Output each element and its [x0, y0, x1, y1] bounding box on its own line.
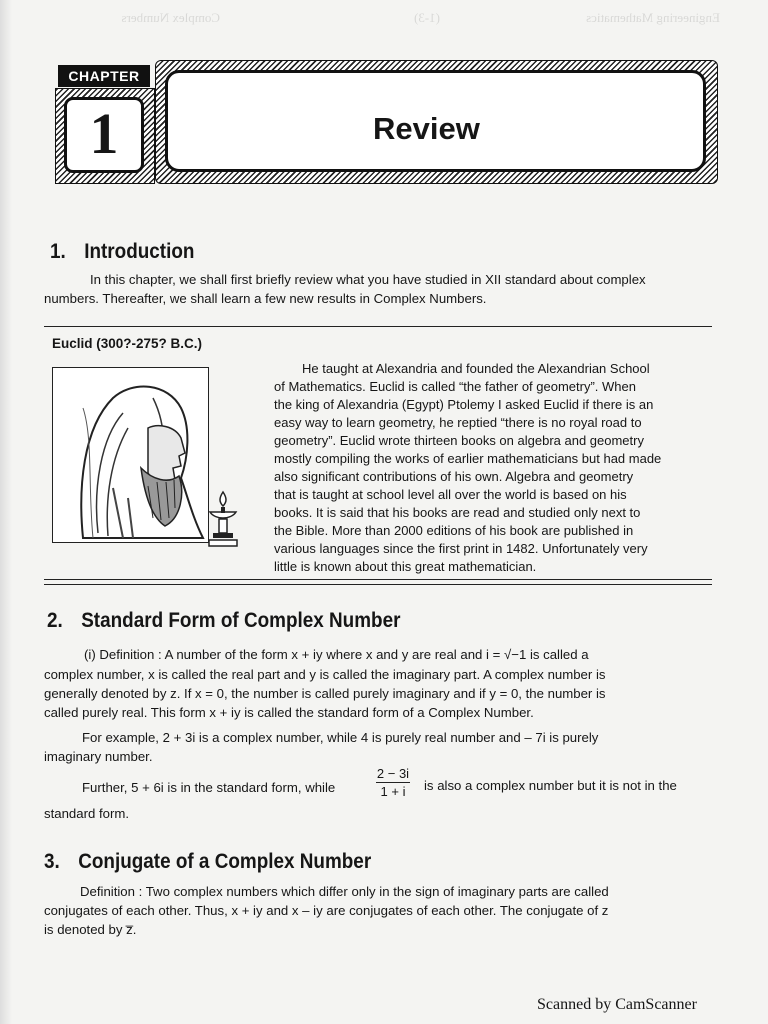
chapter-number: 1 — [64, 97, 144, 173]
section-1-line: In this chapter, we shall first briefly review what you have studied in XII standard about complex — [90, 272, 646, 287]
scanner-watermark: Scanned by CamScanner — [537, 996, 697, 1013]
bio-line: books. It is said that his books are read and studied only next to — [274, 505, 641, 520]
bio-bottom-rule — [44, 584, 712, 585]
chapter-title: Review — [373, 111, 480, 146]
section-3-line: is denoted by z̅. — [44, 922, 137, 937]
chapter-number-frame — [55, 88, 155, 184]
section-1-heading: 1. Introduction — [50, 240, 195, 263]
section-2-line: For example, 2 + 3i is a complex number, while 4 is purely real number and – 7i is purely — [82, 730, 599, 745]
euclid-portrait-icon — [52, 367, 209, 543]
scan-edge-shadow — [0, 0, 12, 1024]
section-2-heading: 2. Standard Form of Complex Number — [47, 609, 401, 632]
section-3-line: Definition : Two complex numbers which differ only in the sign of imaginary parts are called — [80, 884, 609, 899]
bio-line: little is known about this great mathematician. — [274, 559, 537, 574]
fraction-expression: $\frac{2 - 3i}{1 + i}$ — [376, 766, 410, 799]
bio-line: also significant contributions of his own. Algebra and geometry — [274, 469, 634, 484]
bio-line: of Mathematics. Euclid is called “the father of geometry”. When — [274, 379, 636, 394]
bio-top-rule — [44, 326, 712, 327]
bio-line: that is taught at school level all over the world is based on his — [274, 487, 627, 502]
section-2-line: complex number, x is called the real part and y is called the imaginary part. A complex number is — [44, 667, 606, 682]
section-3-line: conjugates of each other. Thus, x + iy and x – iy are conjugates of each other. The conjugate of z — [44, 903, 609, 918]
chapter-title-frame — [155, 60, 718, 184]
bio-line: the Bible. More than 2000 editions of his book are published in — [274, 523, 634, 538]
section-2-line: called purely real. This form x + iy is called the standard form of a Complex Number. — [44, 705, 534, 720]
section-2-line: is also a complex number but it is not in the — [424, 778, 677, 793]
bio-line: easy way to learn geometry, he reptied “there is no royal road to — [274, 415, 642, 430]
section-2-line: imaginary number. — [44, 749, 153, 764]
bio-title: Euclid (300?-275? B.C.) — [52, 336, 203, 351]
bio-line: the king of Alexandria (Egypt) Ptolemy I asked Euclid if there is an — [274, 397, 654, 412]
section-1-line: numbers. Thereafter, we shall learn a few new results in Complex Numbers. — [44, 291, 487, 306]
bio-line: mostly compiling the works of earlier mathematicians but had made — [274, 451, 662, 466]
bio-bottom-rule — [44, 579, 712, 580]
section-3-heading: 3. Conjugate of a Complex Number — [44, 850, 372, 873]
section-2-line: (i) Definition : A number of the form x + iy where x and y are real and i = √−1 is called a — [84, 647, 589, 662]
chapter-label: CHAPTER — [58, 65, 150, 87]
section-2-line: Further, 5 + 6i is in the standard form, while — [82, 780, 336, 795]
bleed-through-header: Engineering Mathematics (1-3) Complex Numbers — [121, 10, 720, 25]
section-2-line: standard form. — [44, 806, 130, 821]
oil-lamp-icon — [205, 490, 241, 550]
bio-line: various languages since the first print in 1482. Unfortunately very — [274, 541, 648, 556]
section-2-line: generally denoted by z. If x = 0, the number is called purely imaginary and if y = 0, the number is — [44, 686, 606, 701]
bio-line: geometry”. Euclid wrote thirteen books on algebra and geometry — [274, 433, 644, 448]
bio-line: He taught at Alexandria and founded the Alexandrian School — [302, 361, 650, 376]
